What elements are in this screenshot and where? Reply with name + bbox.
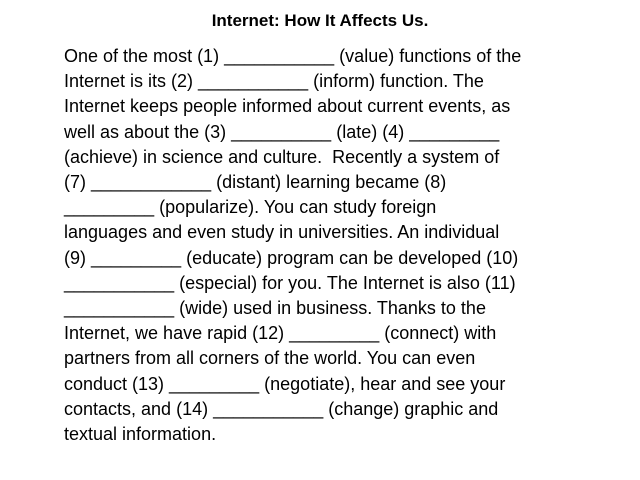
text-line: (9) _________ (educate) program can be developed (10) — [64, 247, 519, 268]
text-line: conduct (13) _________ (negotiate), hear and see your — [64, 373, 506, 394]
text-line: languages and even study in universities. An individual — [64, 222, 500, 243]
exercise-text — [64, 44, 624, 447]
text-line: (7) ____________ (distant) learning became (8) — [64, 172, 447, 193]
text-line: ___________ (especial) for you. The Internet is also (11) — [64, 272, 516, 293]
page-title: Internet: How It Affects Us. — [211, 11, 429, 30]
text-line: ___________ (wide) used in business. Thanks to the — [64, 298, 486, 319]
text-line: Internet, we have rapid (12) _________ (connect) with — [64, 323, 497, 344]
text-line: Internet is its (2) ___________ (inform) function. The — [64, 71, 484, 92]
text-line: well as about the (3) __________ (late) (4) _________ — [64, 121, 500, 142]
text-line: contacts, and (14) ___________ (change) graphic and — [64, 398, 499, 419]
text-line: Internet keeps people informed about current events, as — [64, 96, 511, 117]
text-line: One of the most (1) ___________ (value) functions of the — [64, 46, 522, 66]
text-line: _________ (popularize). You can study foreign — [64, 197, 437, 218]
text-line: partners from all corners of the world. You can even — [64, 348, 476, 369]
text-line: textual information. — [64, 424, 217, 445]
text-line: (achieve) in science and culture. Recently a system of — [64, 146, 500, 167]
